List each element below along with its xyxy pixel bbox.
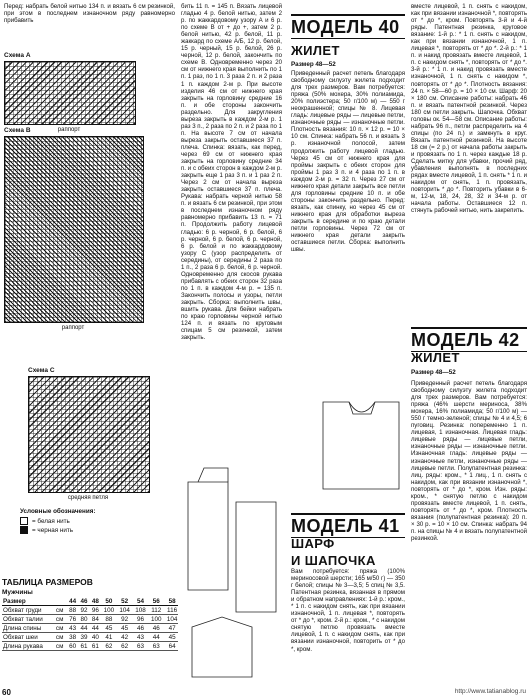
white-yarn-swatch-icon xyxy=(20,517,28,525)
legend-row-black xyxy=(20,526,95,534)
model-42-subtitle: ЖИЛЕТ xyxy=(411,350,460,365)
value-cell: 62 xyxy=(101,642,117,651)
size-table-subtitle: Мужчины xyxy=(2,589,33,596)
column-models-40-41 xyxy=(289,0,407,699)
page-number: 60 xyxy=(2,688,11,697)
site-watermark: http://www.tatianablog.ru xyxy=(454,688,526,695)
table-row xyxy=(2,615,178,624)
value-cell: 44 xyxy=(78,624,89,633)
schema-a-title: Схема А xyxy=(4,52,31,59)
value-cell: 61 xyxy=(78,642,89,651)
black-yarn-swatch-icon xyxy=(20,526,28,534)
legend-title: Условные обозначения: xyxy=(20,508,96,515)
value-cell: 39 xyxy=(78,633,89,642)
header-cell: Размер xyxy=(2,597,55,606)
schema-c-block xyxy=(28,367,150,507)
value-cell: 46 xyxy=(133,624,149,633)
schema-a-grid xyxy=(4,61,136,125)
value-cell: 43 xyxy=(133,633,149,642)
value-cell: 60 xyxy=(67,642,78,651)
header-cell: 44 xyxy=(67,597,78,606)
row-label: Длина спины xyxy=(2,624,55,633)
shoulder-outline xyxy=(198,468,228,482)
back-panel-outline xyxy=(236,502,276,612)
header-cell: 56 xyxy=(148,597,164,606)
column-charts xyxy=(0,0,178,699)
value-cell: 45 xyxy=(164,633,178,642)
size-table-block xyxy=(2,577,178,651)
legend-black-label: = черная нить xyxy=(32,526,74,534)
value-cell: 100 xyxy=(148,615,164,624)
model-41-continued-instructions: вместе лицевой, 1 п. снять с накидом, как при вязании изнаночной *, повторять от * до *, кром. Повторять 3-й и 4-й ряды. Патентная резинка, круговое вязание: 1-й р.: * 1 п. снять с накидом, как при вязании изнаночной, 1 п. лицевая *, повторять от * до *. 2-й р.: * 1 п. и накид провязать вместе лицевой, 1 п. с накидом снять *, повторять от * до *. 3-й р.: * 1 п. и накид провязать вместе изнаночной, 1 п. снять с накидом *, повторять от * до *. Плотность вязания: 24 п. × 58—60 р. = 10 × 10 см. Шарф: 20 × 180 см. Описание работы: набрать 46 п. и вязать патентной резинкой. Через 180 см петли закрыть. Шапочка. Обхват головы ок. 54—58 см. Описание работы: набрать 96 п., петли распределить на 4 спицы (по 24 п.) и замкнуть в круг. Вязать патентной резинкой. На высоте 18 см (= 2 р.) от начала работы закрыть и провязать по 1 п. через каждые 18 р. Сделать митку для убавки, прочий ряд, убавления выполнять в последних рядах вместе лицевой, 1 п. снять * 1 п. и накидом от снять, 1 п. провязать, повторить * до *. Повторить убавки в 6-м, 12-м, 18, 24, 28, 32 и 34-м р. от начала работы. Оставшиеся 12 п. стянуть рабочей нитью, нить закрепить. xyxy=(411,3,527,215)
model-41-subtitle-scarf: ШАРФ xyxy=(291,536,335,551)
schema-b-rapport-label: раппорт xyxy=(61,325,85,331)
value-cell: 44 xyxy=(90,624,101,633)
table-row xyxy=(2,606,178,615)
schema-a-block xyxy=(4,52,136,139)
header-cell: 54 xyxy=(133,597,149,606)
value-cell: 47 xyxy=(164,624,178,633)
vest-outline xyxy=(323,402,399,489)
size-table-header-row xyxy=(2,597,178,606)
value-cell: 41 xyxy=(101,633,117,642)
model-42-instructions: Приведенный расчет петель благодаря свободному силуэту жилета подходит для трех размеров. Вам потребуется: пряжа (46% шерсти мериноса, 38% мохера, 16% полиамида; 50 г/100 м) — 550 г темно-зеленой; спицы № 4 и 4,5; 6 пуговиц. Резинка: попеременно 1 п. лицевая, 1 изнаночная. Лицевая гладь: лицевые ряды — лицевые петли, изнаночные ряды — изнаночные петли. Изнаночная гладь: лицевые ряды — изнаночные петли, изнаночные ряды — лицевые петли. Полупатентная резинка: лиц. ряды: кром., * 1 лиц., 1 п. снять с накидом, как при вязании изнаночной *, повторять от * до *, кром. Изн. ряды: кром., * снятую петлю с накидом провязать вместе лицевой, 1 п. снять, повторять от * до *, кром. Плотность вязания (полупатентная резинка): 20 п. × 30 р. = 10 × 10 см. Спинка: набрать 94 п. на спицы № 4 и вязать полупатентной резинкой. xyxy=(411,380,527,543)
value-cell: 100 xyxy=(101,606,117,615)
value-cell: 38 xyxy=(67,633,78,642)
value-cell: 45 xyxy=(101,624,117,633)
sleeve-outline xyxy=(192,617,252,677)
size-table-title: ТАБЛИЦА РАЗМЕРОВ xyxy=(2,577,93,587)
model-40-title: МОДЕЛЬ 40 xyxy=(291,14,405,39)
value-cell: 112 xyxy=(148,606,164,615)
model-40-size: Размер 48—52 xyxy=(291,61,336,68)
table-row xyxy=(2,633,178,642)
value-cell: 43 xyxy=(67,624,78,633)
column-models-41-42 xyxy=(409,0,530,699)
schema-b-block xyxy=(4,127,144,337)
unit-cell: см xyxy=(55,615,67,624)
unit-cell: см xyxy=(55,633,67,642)
value-cell: 88 xyxy=(67,606,78,615)
row-label: Обхват шеи xyxy=(2,633,55,642)
model-42-title: МОДЕЛЬ 42 xyxy=(411,327,527,352)
value-cell: 42 xyxy=(117,633,133,642)
vest-schematic xyxy=(319,394,404,494)
value-cell: 61 xyxy=(90,642,101,651)
legend xyxy=(20,508,95,534)
schema-b-title: Схема В xyxy=(4,127,31,134)
value-cell: 108 xyxy=(133,606,149,615)
value-cell: 63 xyxy=(133,642,149,651)
value-cell: 80 xyxy=(78,615,89,624)
schema-a-rapport-label: раппорт xyxy=(57,127,81,133)
neckline-curve xyxy=(349,402,375,412)
value-cell: 104 xyxy=(164,615,178,624)
front-panel-outline xyxy=(188,482,228,590)
value-cell: 84 xyxy=(90,615,101,624)
model-41-subtitle-hat: И ШАПОЧКА xyxy=(291,553,376,568)
unit-cell: см xyxy=(55,606,67,615)
value-cell: 40 xyxy=(90,633,101,642)
front-intro-text: Перед: набрать белой нитью 134 п. и вязать 6 см резинкой, при этом в последнем изнаночном ряду равномерно прибавить xyxy=(4,3,175,25)
legend-white-label: = белая нить xyxy=(32,517,70,525)
row-label: Длина рукава xyxy=(2,642,55,651)
schema-c-grid xyxy=(28,376,150,493)
value-cell: 44 xyxy=(148,633,164,642)
model-40-instructions: Приведенный расчет петель благодаря свободному силуэту жилета подходит для трех размеров. Вам потребуется: пряжа (50% мохера, 30% полиамида, 20% полиэстера; 50 г/100 м) — 550 г неокрашенной; спицы № 8. Лицевая гладь: лицевые ряды — лицевые петли, изнаночные ряды — изнаночные петли. Плотность вязания: 10 п. × 12 р. = 10 × 10 см. Спинка: набрать 56 п. и вязать 3 р. изнаночной полосой, затем продолжить работу лицевой гладью. Через 45 см от нижнего края для проймы закрыть с обеих сторон для проймы 1 раз 3 п. и 4 раза по 1 п. в каждом 2-м р. = 32 п. Через 27 см от нижнего края детали закрыть все петли для горловины средние 10 п. и обе стороны закончить раздельно. Перед: вязать, как спинку, но через 45 см от нижнего края для обработки выреза закрыть в середине и по краю детали петли горловины. Через 72 см от нижнего края детали закрыть оставшиеся петли. Сборка: выполнить швы. xyxy=(291,70,405,254)
value-cell: 64 xyxy=(164,642,178,651)
model-41-instructions: Вам потребуется: пряжа (100% мериносовой шерсти; 165 м/50 г) — 350 г белой; спицы № 3—3,5; 5 спиц № 3,5. Патентная резинка, вязанная в прямом и обратном направлениях: 1-й р.: кром., * 1 п. с накидом снять, как при вязании изнаночной, 1 п. лицевая *, повторять от * до *, кром. 2-й р.: кром., * с накидом снятую петлю провязать вместе лицевой, 1 п. с накидом снять, как при вязании изнаночной, повторить от * до *, кром. xyxy=(291,568,405,653)
column-model-39-text xyxy=(178,0,286,699)
table-row xyxy=(2,642,178,651)
model-42-size: Размер 48—52 xyxy=(411,369,456,376)
value-cell: 96 xyxy=(90,606,101,615)
legend-row-white xyxy=(20,517,95,525)
value-cell: 116 xyxy=(164,606,178,615)
garment-schematic xyxy=(182,462,282,687)
value-cell: 96 xyxy=(133,615,149,624)
unit-cell: см xyxy=(55,642,67,651)
model-41-title: МОДЕЛЬ 41 xyxy=(291,513,405,538)
schema-c-middle-loop-label: средняя петля xyxy=(67,495,109,501)
header-cell xyxy=(55,597,67,606)
table-row xyxy=(2,624,178,633)
schema-b-grid xyxy=(4,136,144,323)
size-table xyxy=(2,597,178,651)
value-cell: 76 xyxy=(67,615,78,624)
model-39-instructions: бить 11 п. = 145 п. Вязать лицевой гладью 4 р. белой нитью, затем 2 р. по жаккардовому узору А и 6 р. по схеме В от + до +, затем 2 р. белой нитью, 42 р. белой, 11 р. жаккард по схеме А/Б, 12 р. белой, 15 р. черный, 15 р. белой, 26 р. черной, 12 р. белой, закончить по схеме В. Одновременно через 20 см от нижнего края выполнить по 1 п. 1 раз, по 1 п. 3 раза 2 п. и 2 раза 1 п. каждом 2-м р. При высоте изделия 46 см от нижнего края закрыть на горловину средние 16 п. и обе стороны закончить раздельно. Для закругления выреза закрыть в каждом 2-м р. 1 раз 3 п., 2 раза по 2 п. и 2 раза по 1 п. На высоте 7 см от начала выреза закрыть оставшиеся 37 п. плеча. Спинка: вязать, как перед, через 69 см от нижнего края закрыть на горловину средние 34 п. и с обеих сторон в каждом 2-м р. закрыть еще 1 раз 3 п. и 1 раз 2 п. Через 2 см от начала выреза закрыть оставшиеся 37 п. плеча. Рукава: набрать черной нитью 58 п. и вязать 6 см резинкой, при этом в последнем изнаночном ряду равномерно прибавить 13 п. = 71 п. Продолжить работу лицевой гладью: 6 р. черной, 6 р. белой, 6 р. черной, 6 р. белой, 6 р. черной, 6 р. белой и по жаккардовому узору С (узор распределить от середины), от середины 2 раза по 1 п., 2 раза 6 р. белой, 6 р. черной. Одновременно для скосов рукава прибавлять с обеих сторон 32 раза по 1 п. в каждом 4-м р. = 135 п. Закончить полосы и узоры, петли закрыть. Сборка: выполнить швы, вшить рукава. Для бейки набрать по краю горловины черной нитью 124 п. и вязать по круговым спицам 5 см резинкой, затем закрыть. xyxy=(181,3,283,342)
schema-c-title: Схема С xyxy=(28,367,55,374)
value-cell: 104 xyxy=(117,606,133,615)
row-label: Обхват талии xyxy=(2,615,55,624)
header-cell: 50 xyxy=(101,597,117,606)
header-cell: 52 xyxy=(117,597,133,606)
model-40-subtitle: ЖИЛЕТ xyxy=(291,43,340,58)
model-41-subtitles xyxy=(291,536,405,568)
header-cell: 46 xyxy=(78,597,89,606)
value-cell: 45 xyxy=(117,624,133,633)
value-cell: 92 xyxy=(78,606,89,615)
unit-cell: см xyxy=(55,624,67,633)
value-cell: 63 xyxy=(148,642,164,651)
header-cell: 48 xyxy=(90,597,101,606)
value-cell: 62 xyxy=(117,642,133,651)
value-cell: 46 xyxy=(148,624,164,633)
header-cell: 58 xyxy=(164,597,178,606)
value-cell: 88 xyxy=(101,615,117,624)
row-label: Обхват груди xyxy=(2,606,55,615)
value-cell: 92 xyxy=(117,615,133,624)
